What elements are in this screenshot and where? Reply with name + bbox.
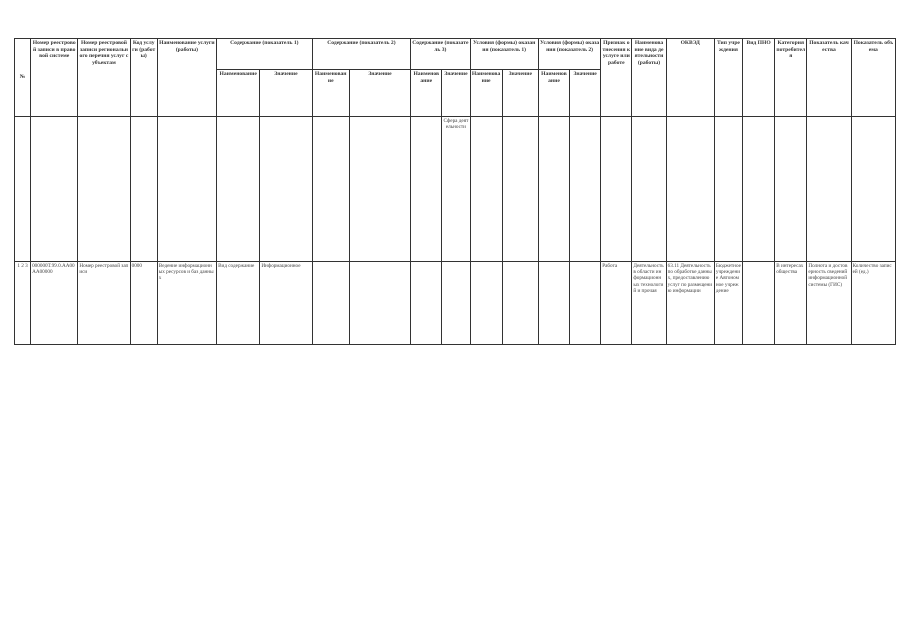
cell-institution-type: Бюджетное учреждение Автономное учреждение: [714, 262, 742, 345]
cell-empty: [442, 262, 470, 345]
cell-service-code: 0000: [130, 262, 157, 345]
cell-consumer-category: В интересах общества: [775, 262, 807, 345]
header-regional-number: Номер реестровой записи регионального перечня услуг субъектам: [78, 39, 130, 117]
cell-empty: [570, 262, 601, 345]
header-institution-type: Тип учреждения: [714, 39, 742, 117]
header-registry-number: Номер реестровой записи в правовой системе: [31, 39, 78, 117]
table-row: [15, 117, 896, 262]
cell-empty: [349, 262, 410, 345]
service-registry-table: [14, 38, 896, 345]
cell-empty: [775, 117, 807, 262]
cell-empty: [312, 262, 349, 345]
cell-empty: [217, 117, 260, 262]
cell-quality-indicator: Полнота и достоверность сведений информационной системы (ГИС): [807, 262, 851, 345]
cell-service-sign: Работа: [601, 262, 632, 345]
table-row: [15, 262, 896, 345]
cell-empty: [632, 117, 666, 262]
subheader-conditions2-value: Значение: [570, 70, 601, 117]
cell-empty: [601, 117, 632, 262]
header-content-3: Содержание (показатель 3): [411, 39, 470, 70]
header-content-2: Содержание (показатель 2): [312, 39, 411, 70]
cell-okved: 63.11 Деятельность по обработке данных, предоставлению услуг по размещению информации: [666, 262, 714, 345]
cell-regional-number: Номер реестровой записи: [78, 262, 130, 345]
cell-empty: [666, 117, 714, 262]
cell-empty: [714, 117, 742, 262]
cell-empty: [312, 117, 349, 262]
cell-empty: [570, 117, 601, 262]
cell-service-name: Ведение информационных ресурсов и баз данных: [157, 262, 216, 345]
cell-empty: [851, 117, 895, 262]
cell-empty: [538, 117, 569, 262]
header-okved: ОКВЭД: [666, 39, 714, 117]
cell-empty: [502, 262, 538, 345]
header-quality-indicator: Показатель качества: [807, 39, 851, 117]
cell-empty: [743, 262, 775, 345]
cell-activity-name: Деятельность в области информационных технологий и прочая: [632, 262, 666, 345]
cell-registry-number: 000000Т.99.0.АА00АА00000: [31, 262, 78, 345]
cell-empty: [31, 117, 78, 262]
subheader-content2-value: Значение: [349, 70, 410, 117]
cell-content1-value: Информационное: [260, 262, 312, 345]
cell-empty: [15, 117, 31, 262]
subheader-conditions2-name: Наименование: [538, 70, 569, 117]
subheader-content1-value: Значение: [260, 70, 312, 117]
cell-empty: [411, 117, 442, 262]
header-num: №: [15, 39, 31, 117]
cell-empty: [807, 117, 851, 262]
subheader-content1-name: Наименование: [217, 70, 260, 117]
header-conditions-2: Условия (формы) оказания (показатель 2): [538, 39, 600, 70]
subheader-conditions1-name: Наименование: [470, 70, 502, 117]
cell-empty: [502, 117, 538, 262]
header-ppo-type: Вид ПНО: [743, 39, 775, 117]
header-service-code: Код услуги (работы): [130, 39, 157, 117]
header-content-1: Содержание (показатель 1): [217, 39, 313, 70]
cell-empty: [743, 117, 775, 262]
cell-empty: [349, 117, 410, 262]
header-row-1: [15, 39, 896, 70]
cell-volume-indicator: Количество записей (ед.): [851, 262, 895, 345]
header-service-name: Наименование услуги (работы): [157, 39, 216, 117]
cell-content1-name: Вид содержание: [217, 262, 260, 345]
subheader-conditions1-value: Значение: [502, 70, 538, 117]
header-volume-indicator: Показатель объема: [851, 39, 895, 117]
subheader-content3-name: Наименование: [411, 70, 442, 117]
subheader-content3-value: Значение: [442, 70, 470, 117]
subheader-content2-name: Наименование: [312, 70, 349, 117]
header-activity-name: Наименование вида деятельности (работы): [632, 39, 666, 117]
header-service-sign: Признак отнесения к услуге или работе: [601, 39, 632, 117]
cell-num: 1 2 3: [15, 262, 31, 345]
cell-empty: [260, 117, 312, 262]
cell-empty: [157, 117, 216, 262]
cell-empty: [78, 117, 130, 262]
header-consumer-category: Категория потребителя: [775, 39, 807, 117]
header-conditions-1: Условия (формы) оказания (показатель 1): [470, 39, 538, 70]
cell-empty: [130, 117, 157, 262]
cell-empty: [470, 117, 502, 262]
cell-empty: [411, 262, 442, 345]
cell-content3-value: Сфера деятельности: [442, 117, 470, 262]
cell-empty: [470, 262, 502, 345]
cell-empty: [538, 262, 569, 345]
